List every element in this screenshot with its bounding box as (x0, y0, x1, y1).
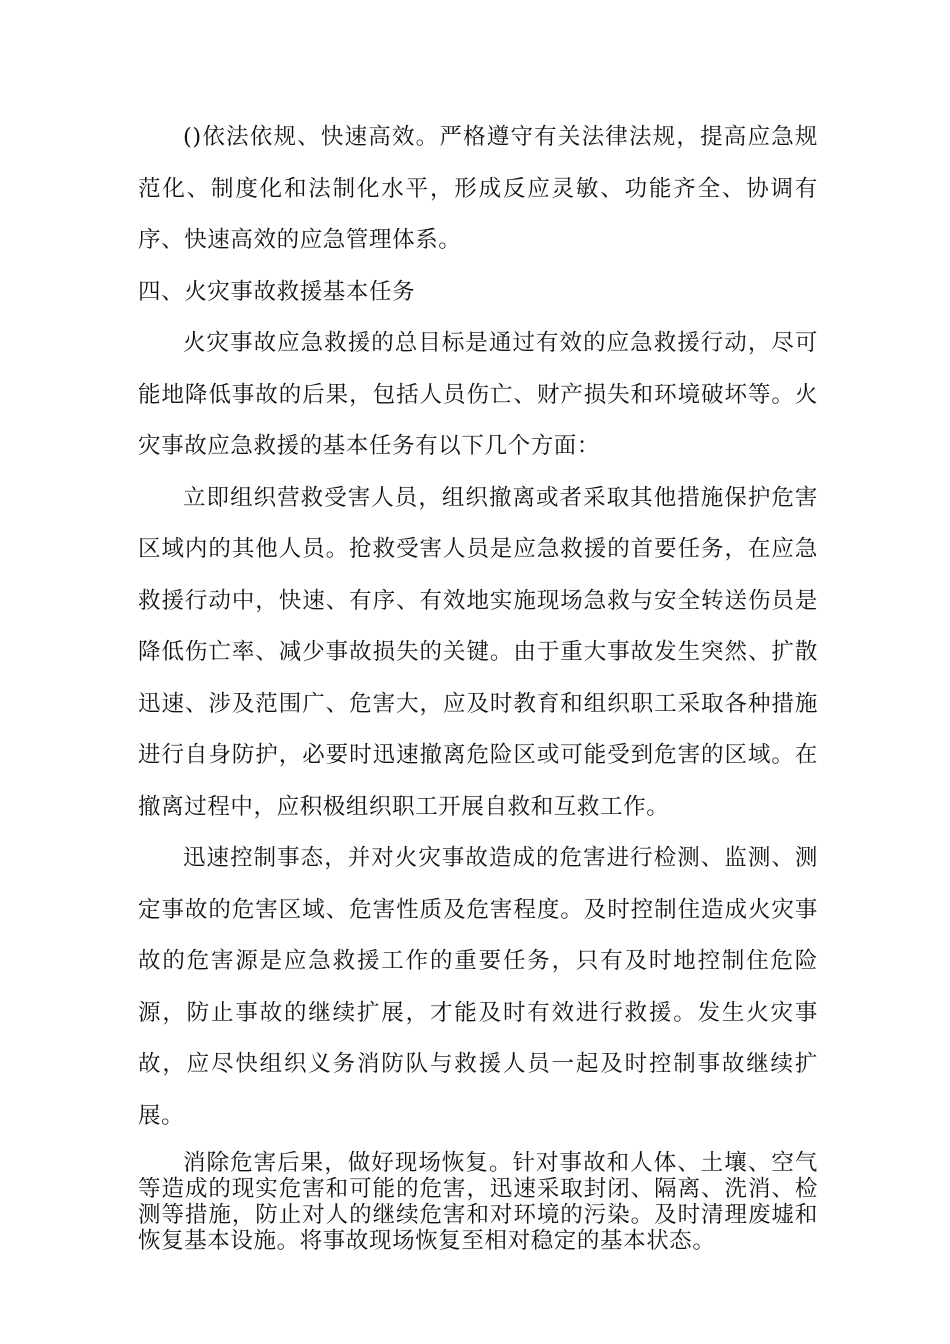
paragraph-principle: ()依法依规、快速高效。严格遵守有关法律法规，提高应急规范化、制度化和法制化水平，形成反应灵敏、功能齐全、协调有序、快速高效的应急管理体系。 (138, 124, 818, 253)
paragraph-control-situation: 迅速控制事态，并对火灾事故造成的危害进行检测、监测、测定事故的危害区域、危害性质及危害程度。及时控制住造成火灾事故的危害源是应急救援工作的重要任务，只有及时地控制住危险源，防止事故的继续扩展，才能及时有效进行救援。发生火灾事故，应尽快组织义务消防队与救援人员一起及时控制事故继续扩展。 (138, 845, 818, 1129)
paragraph-rescue-personnel: 立即组织营救受害人员，组织撤离或者采取其他措施保护危害区域内的其他人员。抢救受害人员是应急救援的首要任务，在应急救援行动中，快速、有序、有效地实施现场急救与安全转送伤员是降低伤亡率、减少事故损失的关键。由于重大事故发生突然、扩散迅速、涉及范围广、危害大，应及时教育和组织职工采取各种措施进行自身防护，必要时迅速撤离危险区或可能受到危害的区域。在撤离过程中，应积极组织职工开展自救和互救工作。 (138, 484, 818, 820)
section-heading-4: 四、火灾事故救援基本任务 (138, 278, 416, 305)
paragraph-overall-goal: 火灾事故应急救援的总目标是通过有效的应急救援行动，尽可能地降低事故的后果，包括人员伤亡、财产损失和环境破坏等。火灾事故应急救援的基本任务有以下几个方面： (138, 330, 818, 459)
document-body (138, 112, 818, 1254)
paragraph-eliminate-hazards: 消除危害后果，做好现场恢复。针对事故和人体、土壤、空气等造成的现实危害和可能的危害，迅速采取封闭、隔离、洗消、检测等措施，防止对人的继续危害和对环境的污染。及时清理废墟和恢复基本设施。将事故现场恢复至相对稳定的基本状态。 (138, 1150, 818, 1254)
